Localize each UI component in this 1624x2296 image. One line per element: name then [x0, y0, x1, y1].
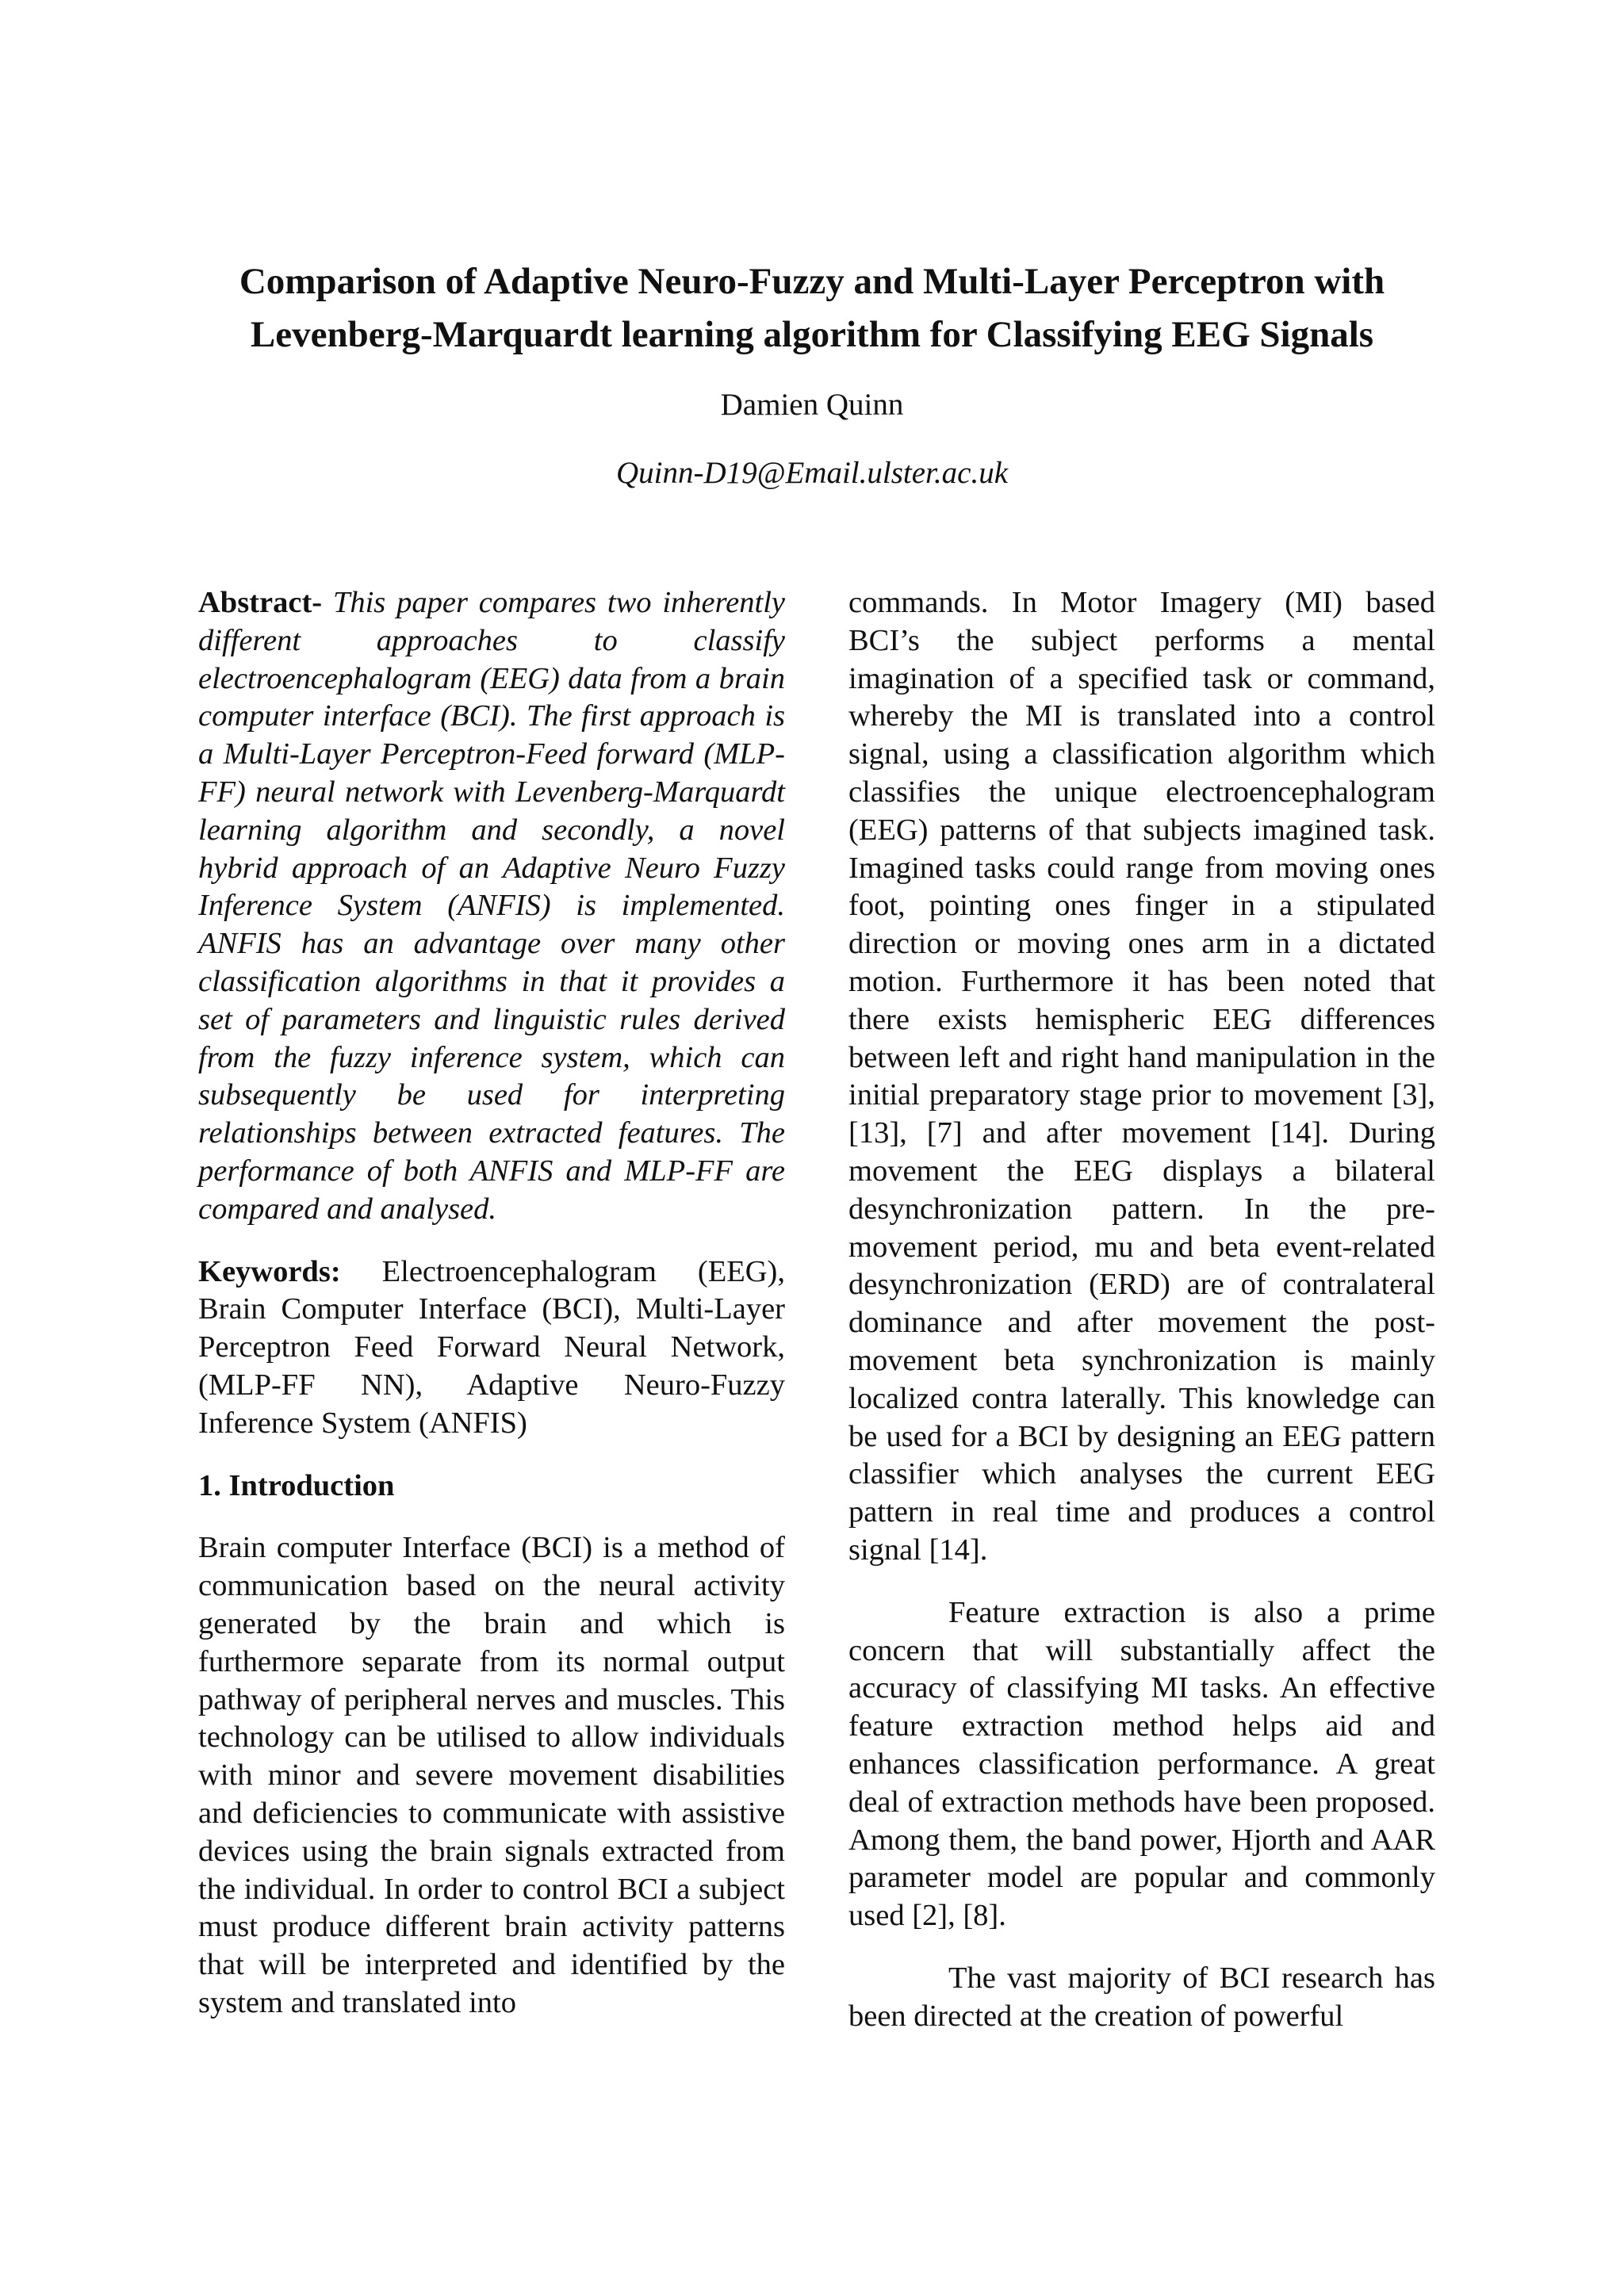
intro-paragraph-2: Feature extraction is also a prime concern that will substantially affect the accuracy of classifying MI tasks. An effective feature extraction method helps aid and enhances classification performance. A great deal of extraction methods have been proposed. Among them, the band power, Hjorth and AAR parameter model are popular and commonly used [2], [8].	[848, 1595, 1435, 1933]
intro-paragraph-3: The vast majority of BCI research has been directed at the creation of powerful	[848, 1961, 1435, 2033]
abstract-text: This paper compares two inherently different approaches to classify electroencephalogram (EEG) data from a brain computer interface (BCI). The first approach is a Multi-Layer Perceptron-Feed forward (MLP-FF) neural network with Levenberg-Marquardt learning algorithm and secondly, a novel hybrid approach of an Adaptive Neuro Fuzzy Inference System (ANFIS) is implemented. ANFIS has an advantage over many other classification algorithms in that it provides a set of parameters and linguistic rules derived from the fuzzy inference system, which can subsequently be used for interpreting relationships between extracted features. The performance of both ANFIS and MLP-FF are compared and analysed.	[198, 586, 785, 1226]
keywords-text: Electroencephalogram (EEG), Brain Computer Interface (BCI), Multi-Layer Perceptron Feed Forward Neural Network, (MLP-FF NN), Adaptive Neuro-Fuzzy Inference System (ANFIS)	[198, 1254, 786, 1440]
title-line-1: Comparison of Adaptive Neuro-Fuzzy and Multi-Layer Perceptron with	[239, 261, 1385, 302]
left-column	[198, 584, 785, 2047]
abstract	[198, 584, 785, 1229]
keywords-label: Keywords:	[198, 1254, 341, 1288]
right-column	[848, 584, 1435, 2060]
intro-paragraph-1-continued: commands. In Motor Imagery (MI) based BCI’s the subject performs a mental imagination of a specified task or command, whereby the MI is translated into a control signal, using a classification algorithm which classifies the unique electroencephalogram (EEG) patterns of that subjects imagined task. Imagined tasks could range from moving ones foot, pointing ones finger in a stipulated direction or moving ones arm in a dictated motion. Furthermore it has been noted that there exists hemispheric EEG differences between left and right hand manipulation in the initial preparatory stage prior to movement [3], [13], [7] and after movement [14]. During movement the EEG displays a bilateral desynchronization pattern. In the pre-movement period, mu and beta event-related desynchronization (ERD) are of contralateral dominance and after movement the post-movement beta synchronization is mainly localized contra laterally. This knowledge can be used for a BCI by designing an EEG pattern classifier which analyses the current EEG pattern in real time and produces a control signal [14].	[848, 586, 1435, 1567]
paper-title	[159, 255, 1465, 361]
author-email: Quinn-D19@Email.ulster.ac.uk	[615, 456, 1009, 490]
abstract-label: Abstract-	[198, 586, 323, 619]
title-line-2: Levenberg-Marquardt learning algorithm for Classifying EEG Signals	[250, 313, 1374, 355]
section-heading-introduction: 1. Introduction	[198, 1468, 395, 1502]
author-name: Damien Quinn	[720, 388, 904, 422]
keywords	[198, 1253, 785, 1443]
intro-paragraph-1: Brain computer Interface (BCI) is a method of communication based on the neural activity generated by the brain and which is furthermore separate from its normal output pathway of peripheral nerves and muscles. This technology can be utilised to allow individuals with minor and severe movement disabilities and deficiencies to communicate with assistive devices using the brain signals extracted from the individual. In order to control BCI a subject must produce different brain activity patterns that will be interpreted and identified by the system and translated into	[198, 1531, 785, 2019]
